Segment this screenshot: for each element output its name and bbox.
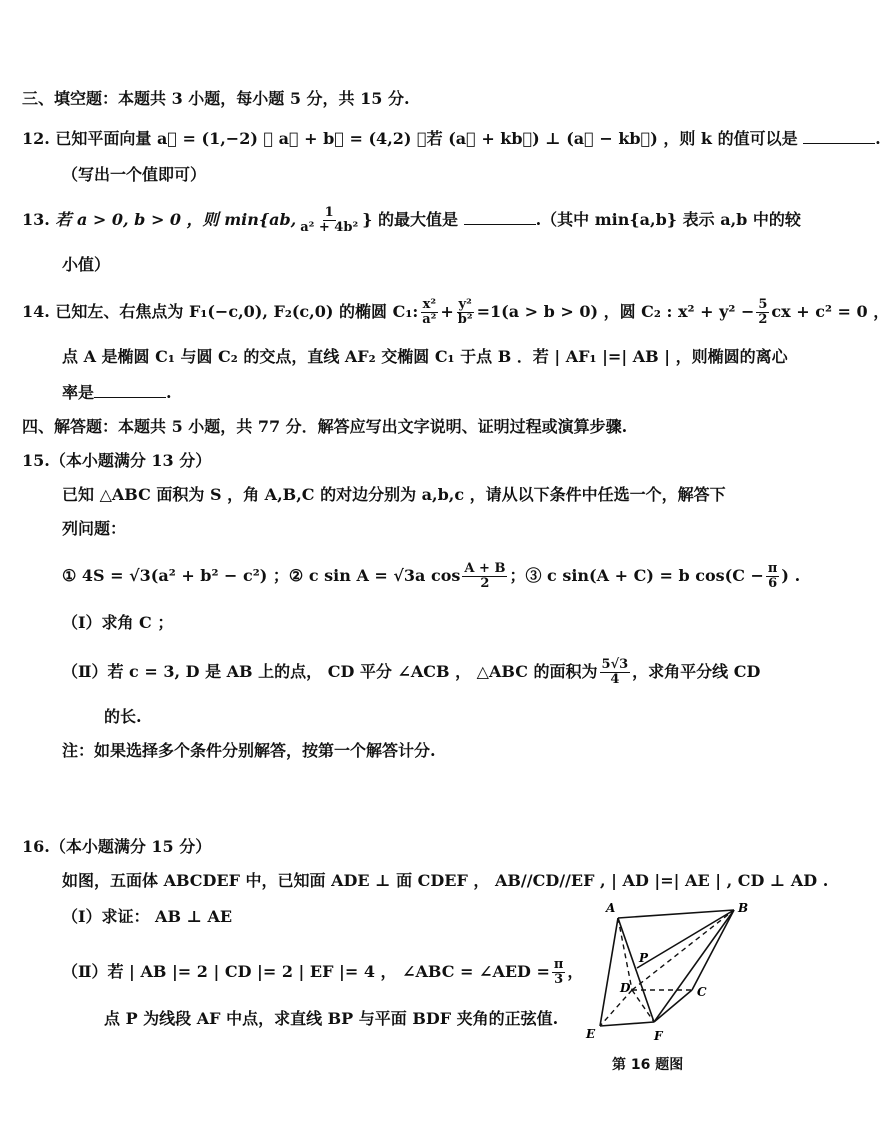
edge-bf [654,910,734,1022]
q12-text: 已知平面向量 a⃗ = (1,−2) ， a⃗ + b⃗ = (4,2) ，若 (a⃗ + kb⃗) ⊥ (a⃗ − kb⃗) ，则 k 的值可以是 [55,129,798,148]
q14-number: 14. [22,302,50,321]
q14-frac-y-num: y² [458,297,472,312]
edge-ef [600,1022,654,1026]
q16-part2 [62,958,583,987]
q16-part2-frac-num: π [553,957,564,972]
q14-frac-x [420,298,438,327]
q16-part2-pre: （Ⅱ）若 | AB |= 2 | CD |= 2 | EF |= 4 ， ∠ABC = ∠AED = [62,962,550,981]
q16-part2-frac [552,958,566,987]
q15-conditions [62,562,800,591]
q14-mid: =1(a > b > 0) ，圆 C₂ : x² + y² − [476,302,755,321]
q15-cond-frac2 [766,562,780,591]
q15-cond-pre: ① 4S = √3(a² + b² − c²) ；② c sin A = √3a cos [62,566,461,585]
q13-post: } 的最大值是 [362,210,459,229]
q15-part2-line2: 的长. [104,707,142,726]
q13-line2: 小值） [62,255,111,274]
q15-cond-frac2-num: π [767,561,778,576]
q15-cond-frac2-den: 6 [768,576,778,591]
q14-line1 [22,298,889,327]
q16-part2-frac-den: 3 [554,972,564,987]
q12-note: （写出一个值即可） [62,165,207,184]
q14-frac3-den: 2 [758,312,768,327]
q14-line3-end: . [166,383,172,402]
q13-fraction [298,206,360,235]
label-d: D [620,981,631,995]
pentahedron-figure [582,898,762,1048]
q12-end: . [875,129,881,148]
label-b: B [738,901,749,915]
q14-frac-5-2 [756,298,769,327]
q15-cond-frac1 [462,562,507,591]
section3-heading: 三、填空题：本题共 3 小题，每小题 5 分，共 15 分. [22,89,410,108]
q14-pre: 已知左、右焦点为 F₁(−c,0), F₂(c,0) 的椭圆 C₁: [55,302,419,321]
q14-plus: + [440,302,454,321]
label-p: P [639,951,649,965]
q15-cond-end: ) . [781,566,801,585]
q13-answer-blank [464,210,536,225]
q16-title: 16.（本小题满分 15 分） [22,837,212,856]
edge-df-hidden [632,990,654,1022]
edge-bd-hidden [632,910,734,990]
q14-frac-x-num: x² [422,297,437,312]
label-f: F [654,1029,663,1043]
q14-frac3-num: 5 [758,297,768,312]
q15-line1: 已知 △ABC 面积为 S ，角 A,B,C 的对边分别为 a,b,c ，请从以下条件中任选一个，解答下 [62,485,726,504]
edge-af [618,918,654,1022]
q13-pre: 若 a > 0, b > 0 ，则 min{ab, [55,210,297,229]
q15-part2-frac-num: 5√3 [601,657,629,672]
q13-frac-den: a² + 4b² [300,220,359,235]
q13-tail: .（其中 min{a,b} 表示 a,b 中的较 [535,210,801,229]
q12-answer-blank [803,129,875,144]
q15-note: 注：如果选择多个条件分别解答，按第一个解答计分. [62,741,436,760]
q15-part2-post: ，求角平分线 CD [632,662,761,681]
q15-title: 15.（本小题满分 13 分） [22,451,212,470]
q15-part2-frac-den: 4 [610,672,620,687]
q16-part2-post: ， [567,962,584,981]
q14-line2: 点 A 是椭圆 C₁ 与圆 C₂ 的交点，直线 AF₂ 交椭圆 C₁ 于点 B ．若 | AF₁ |=| AB | ，则椭圆的离心 [62,347,788,366]
q15-part2-pre: （Ⅱ）若 c = 3, D 是 AB 上的点， CD 平分 ∠ACB ， △ABC 的面积为 [62,662,598,681]
q13-line1 [22,206,801,235]
label-e: E [586,1027,596,1041]
section4-heading: 四、解答题：本题共 5 小题，共 77 分．解答应写出文字说明、证明过程或演算步骤. [22,417,628,436]
edge-ae [600,918,618,1026]
q14-frac-y-den: b² [457,312,473,327]
q14-answer-blank [94,383,166,398]
q15-part2-frac [600,658,631,687]
q16-part2-line2: 点 P 为线段 AF 中点，求直线 BP 与平面 BDF 夹角的正弦值. [104,1009,559,1028]
q14-line3-pre: 率是 [62,383,95,402]
q13-number: 13. [22,210,50,229]
q12-line1 [22,128,881,150]
q15-cond-frac1-den: 2 [480,576,490,591]
q14-line3 [62,382,172,404]
q15-part1: （Ⅰ）求角 C ； [62,613,174,632]
q12-number: 12. [22,129,50,148]
q15-cond-mid: ；③ c sin(A + C) = b cos(C − [509,566,764,585]
q15-cond-frac1-num: A + B [464,561,506,576]
figure-caption: 第 16 题图 [612,1057,684,1073]
edge-ab [618,910,734,918]
q13-frac-num: 1 [324,205,334,220]
q15-line2: 列问题： [62,519,127,538]
q15-part2 [62,658,760,687]
q14-post: cx + c² = 0 ， [771,302,889,321]
q14-frac-y [456,298,475,327]
label-a: A [606,901,616,915]
q14-frac-x-den: a² [422,312,437,327]
q16-part1: （Ⅰ）求证： AB ⊥ AE [62,907,233,926]
q16-line1: 如图，五面体 ABCDEF 中，已知面 ADE ⊥ 面 CDEF ， AB//CD//EF , | AD |=| AE | , CD ⊥ AD . [62,871,829,890]
label-c: C [697,985,707,999]
